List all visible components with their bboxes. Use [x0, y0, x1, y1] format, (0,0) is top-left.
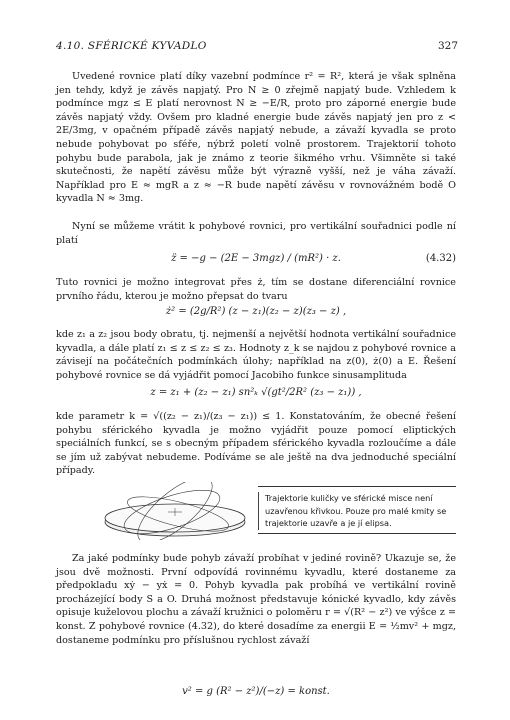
figure-caption: Trajektorie kuličky ve sférické misce není uzavřenou křivkou. Pouze pro malé kmity se trajektorie uzavře a je jí elipsa.: [258, 492, 461, 530]
paragraph-4: kde z₁ a z₂ jsou body obratu, tj. nejmenší a největší hodnota vertikální souřadnice kyvadla, a dále platí z₁ ≤ z ≤ z₂ ≤ z₃. Hodnoty z_k se najdou z pohybové rovnice a závisejí na počátečních podmínkách úlohy; například na z(0), ż(0) a E. Řešení pohybové rovnice se dá vyjádřit pomocí Jacobiho funkce sinusamplituda: [56, 329, 456, 381]
equation-velocity-body: v² = g (R² − z²)/(−z) = konst.: [182, 686, 330, 697]
equation-4-32: [56, 253, 456, 264]
equation-zdot-body: ż² = (2g/R²) (z − z₁)(z₂ − z)(z₃ − z) ,: [165, 306, 347, 317]
paragraph-5: kde parametr k = √((z₂ − z₁)/(z₃ − z₁)) ≤ 1. Konstatováním, že obecné řešení pohybu sférického kyvadla je možno vyjádřit pouze pomocí eliptických speciálních funkcí, se s obecným případem sférického kyvadla rozloučíme a dále se jím už zabývat nebudeme. Podíváme se ale ještě na dva jednoduché speciální případy.: [56, 411, 456, 477]
equation-number: (4.32): [425, 253, 456, 264]
paragraph-2: Nyní se můžeme vrátit k pohybové rovnici, pro vertikální souřadnici podle ní platí: [56, 221, 456, 246]
paragraph-1: Uvedené rovnice platí díky vazební podmínce r² = R², která je však splněna jen tehdy, když je závěs napjatý. Pro N ≥ 0 zřejmě napjatý bude. Vzhledem k podmínce mgz ≤ E platí nerovnost N ≥ −E/R, proto pro záporné energie bude závěs napjatý vždy. Ovšem pro kladné energie bude závěs napjatý jen pro z < 2E/3mg, v opačném případě závěs napjatý nebude, a závaží kyvadla se proto nebude pohybovat po sféře, nýbrž poletí volně prostorem. Trajektorií tohoto pohybu bude parabola, jak je známo z teorie šikmého vrhu. Všimněte si také skutečnosti, že napětí závěsu může být výrazně vyšší, než je váha závaží. Například pro E ≈ mgR a z ≈ −R bude napětí závěsu v rovnovážném bodě O kyvadla N ≈ 3mg.: [56, 71, 456, 205]
running-header: [56, 40, 458, 54]
equation-jacobi: [56, 387, 456, 398]
spherical-bowl-figure: [100, 482, 250, 540]
equation-jacobi-body: z = z₁ + (z₂ − z₁) sn²ₖ √(gt²/2R² (z₃ − z₁)) ,: [150, 387, 362, 398]
equation-zdot-squared: [56, 306, 456, 317]
caption-rule-bottom: [258, 533, 456, 534]
caption-rule-top: [258, 486, 456, 487]
paragraph-3: Tuto rovnici je možno integrovat přes ż, tím se dostane diferenciální rovnice prvního řádu, kterou je možno přepsat do tvaru: [56, 277, 456, 302]
equation-4-32-body: z̈ = −g − (2E − 3mgz) / (mR²) · z.: [171, 253, 341, 264]
equation-velocity: [56, 686, 456, 697]
section-title: 4.10. SFÉRICKÉ KYVADLO: [56, 40, 207, 52]
page-number: 327: [437, 40, 458, 52]
paragraph-6: Za jaké podmínky bude pohyb závaží probíhat v jediné rovině? Ukazuje se, že jsou dvě možnosti. První odpovídá rovinnému kyvadlu, které dostaneme za předpokladu xẏ − yẋ = 0. Pohyb kyvadla pak probíhá ve vertikální rovině procházející body S a O. Druhá možnost představuje kónické kyvadlo, kdy závěs opisuje kuželovou plochu a závaží kružnici o poloměru r = √(R² − z²) ve výšce z = konst. Z pohybové rovnice (4.32), do které dosadíme za energii E = ½mv² + mgz, dostaneme podmínku pro příslušnou rychlost závaží: [56, 553, 456, 646]
